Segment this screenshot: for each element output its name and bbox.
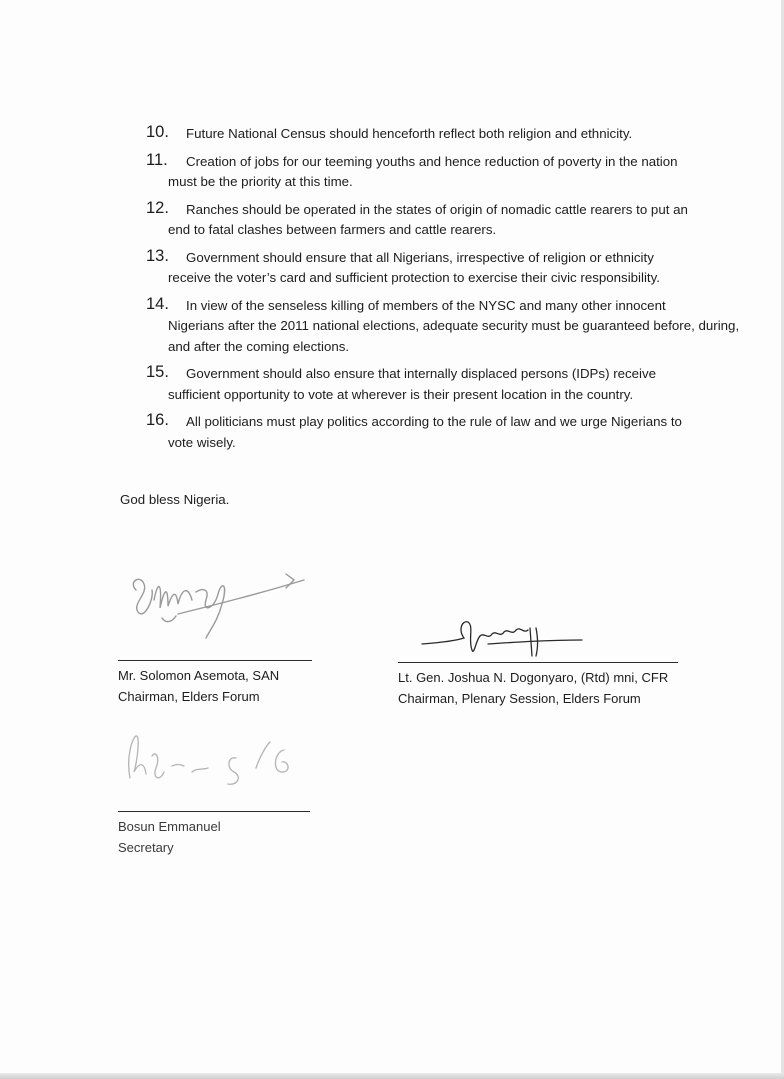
chairman-name: Mr. Solomon Asemota, SAN (118, 668, 280, 683)
resolution-number: 16. (146, 411, 169, 429)
plenary-chairman-title: Chairman, Plenary Session, Elders Forum (398, 691, 641, 706)
resolution-text: Government should ensure that all Nigerians, irrespective of religion or ethnicity (186, 249, 654, 265)
resolution-text: All politicians must play politics according to the rule of law and we urge Nigerians to (186, 414, 682, 429)
resolution-text-continued: end to fatal clashes between farmers and cattle rearers. (168, 222, 497, 237)
resolution-number: 12. (146, 198, 169, 217)
resolution-text-continued: receive the voter’s card and sufficient protection to exercise their civic responsibility. (168, 270, 660, 285)
resolution-text-continued: must be the priority at this time. (168, 174, 353, 189)
signature-line-secretary (118, 811, 310, 812)
signature-chairman-image (118, 560, 318, 650)
plenary-chairman-name: Lt. Gen. Joshua N. Dogonyaro, (Rtd) mni, CFR (398, 670, 669, 685)
resolution-number: 13. (146, 246, 169, 265)
resolutions-list (146, 124, 746, 460)
resolution-number: 10. (146, 123, 169, 141)
resolution-item (146, 412, 746, 453)
resolution-text-continued: vote wisely. (168, 434, 236, 450)
resolution-text: Government should also ensure that internally displaced persons (IDPs) receive (186, 366, 657, 381)
resolution-text-continued: sufficient opportunity to vote at wherever is their present location in the country. (168, 386, 634, 402)
signature-plenary-chairman-image (418, 610, 598, 660)
secretary-title: Secretary (118, 840, 174, 855)
resolution-item (146, 200, 746, 241)
resolution-number: 14. (146, 294, 169, 313)
resolution-number: 11. (146, 150, 168, 169)
closing-line: God bless Nigeria. (120, 492, 230, 507)
signature-line-plenary-chairman (398, 662, 678, 663)
signature-line-chairman (118, 660, 312, 661)
resolution-item (146, 124, 746, 145)
resolution-text: Future National Census should henceforth reflect both religion and ethnicity. (186, 126, 633, 141)
resolution-text: Ranches should be operated in the states of origin of nomadic cattle rearers to put an (186, 201, 688, 217)
resolution-text: Creation of jobs for our teeming youths and hence reduction of poverty in the nation (186, 153, 678, 169)
resolution-text: In view of the senseless killing of members of the NYSC and many other innocent (186, 297, 666, 313)
resolution-number: 15. (146, 363, 169, 381)
page-edge-bottom (0, 1073, 784, 1079)
resolution-item (146, 296, 746, 358)
chairman-title: Chairman, Elders Forum (118, 689, 260, 704)
secretary-name: Bosun Emmanuel (118, 819, 221, 834)
resolution-item (146, 152, 746, 193)
signature-secretary-image (116, 728, 306, 798)
resolution-item (146, 364, 746, 405)
resolution-text-continued: Nigerians after the 2011 national elections, adequate security must be guaranteed before, during, and after the coming elections. (168, 318, 740, 354)
resolution-item (146, 248, 746, 289)
